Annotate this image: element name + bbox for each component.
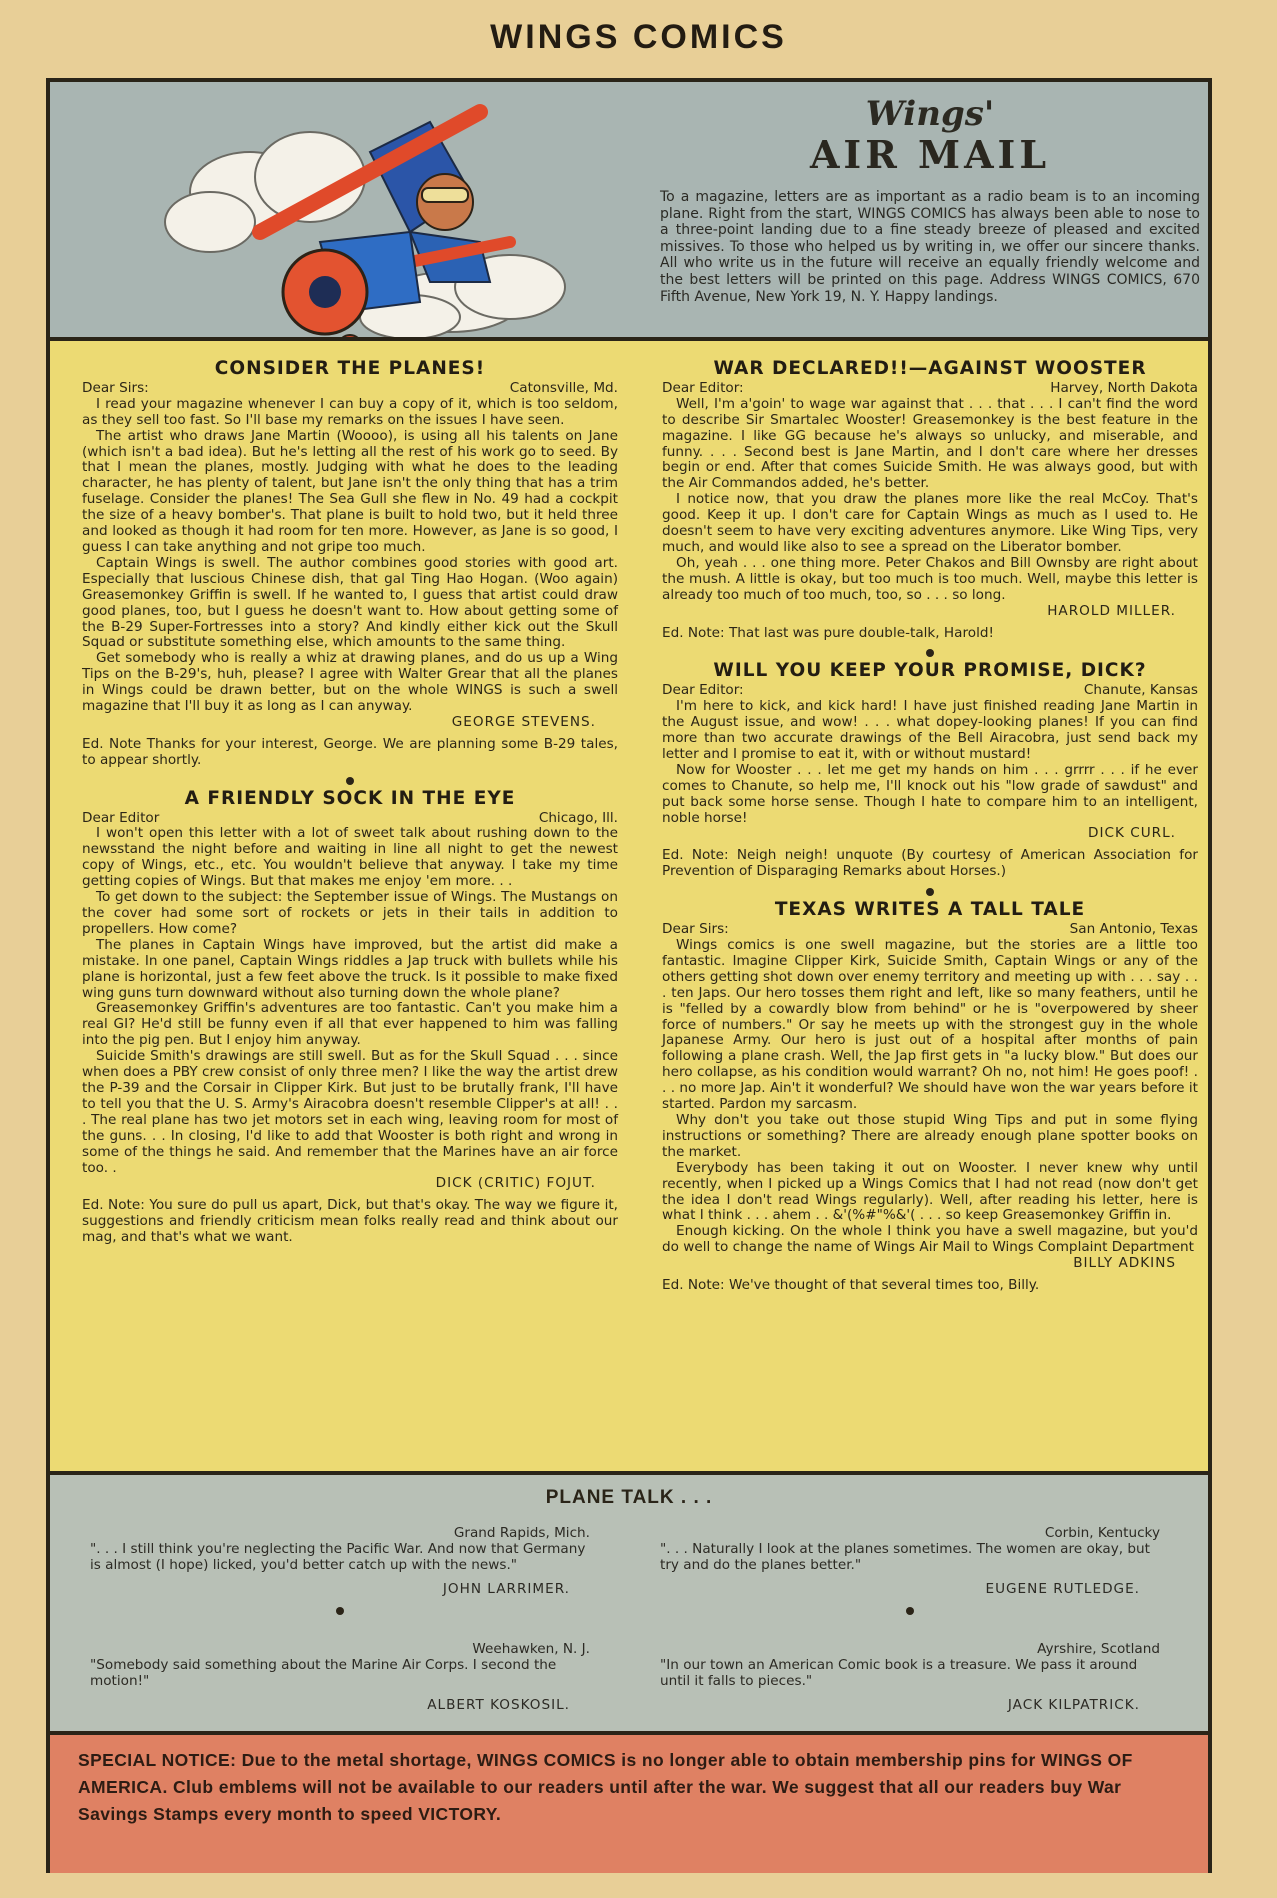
letter-body	[82, 826, 618, 1176]
letter-place: Catonsville, Md.	[509, 379, 618, 396]
letter	[82, 787, 618, 1246]
plane-talk-panel	[50, 1471, 1208, 1731]
plane-talk-signature: JOHN LARRIMER.	[442, 1581, 570, 1597]
letter-paragraph: I'm here to kick, and kick hard! I have just finished reading Jane Martin in the August issue, and wow! . . . what dopey-looking planes! If you can find more than two accurate drawings of the Bell Airacobra, just send back my letter and I promise to eat it, with or without mustard!	[662, 698, 1198, 762]
letter-paragraph: To get down to the subject: the September issue of Wings. The Mustangs on the cover had some sort of rockets or jets in their tails in addition to propellers. How come?	[82, 889, 618, 937]
letter-paragraph: I won't open this letter with a lot of sweet talk about rushing down to the newsstand the night before and waiting in line all night to get the newest copy of Wings, etc., etc. You wouldn't believe that anyway. I take my time getting copies of Wings. But that makes me enjoy 'em more. . .	[82, 825, 618, 890]
letter-body	[662, 699, 1198, 826]
letter-salutation: Dear Sirs:	[662, 921, 729, 938]
letter-paragraph: Everybody has been taking it out on Wooster. I never knew why until recently, when I picked up a Wings Comics that I had not read (now don't get the idea I don't read Wings regularly). Well, after reading his letter, here is what I think . . . ahem . . &'(%#"%&'( . . . so keep Greasemonkey Griffin in.	[662, 1159, 1198, 1224]
plane-talk-signature: EUGENE RUTLEDGE.	[985, 1581, 1140, 1597]
special-notice-text: SPECIAL NOTICE: Due to the metal shortage, WINGS COMICS is no longer able to obtain membership pins for WINGS OF AMERICA. Club emblems will not be available to our readers until after the war. We suggest that all our readers buy War Savings Stamps every month to speed VICTORY.	[78, 1750, 1133, 1824]
letter-signature: HAROLD MILLER.	[1047, 602, 1176, 619]
letter-paragraph: Oh, yeah . . . one thing more. Peter Chakos and Bill Ownsby are right about the mush. A little is okay, but too much is too much. Well, maybe this letter is already too much of too much, too, so . . . so long.	[662, 554, 1198, 603]
letter-title: WAR DECLARED!!—AGAINST WOOSTER	[713, 358, 1147, 379]
bullet-divider	[346, 777, 354, 785]
air-mail-header	[660, 94, 1200, 305]
letter-signature: DICK (CRITIC) FOJUT.	[435, 1175, 596, 1192]
letter-place: Harvey, North Dakota	[1050, 379, 1198, 396]
plane-talk-title: PLANE TALK . . .	[545, 1487, 713, 1508]
plane-talk-item	[660, 1525, 1160, 1619]
wings-heading: Wings'	[865, 94, 995, 134]
letter-body	[662, 397, 1198, 604]
letter-paragraph: Now for Wooster . . . let me get my hands on him . . . grrrr . . . if he ever comes to Chanute, so help me, I'll knock out his "low grade of sawdust" and put back some horse sense. Though I hate to compare him to an intelligent, noble horse!	[662, 761, 1198, 826]
plane-talk-item	[660, 1641, 1160, 1713]
editor-note: Ed. Note: Neigh neigh! unquote (By courtesy of American Association for Prevention of Disparaging Remarks about Horses.)	[662, 847, 1198, 880]
special-notice-panel	[50, 1731, 1208, 1873]
letter-place: Chanute, Kansas	[1083, 682, 1198, 699]
header-panel	[50, 82, 1208, 341]
letter-title: TEXAS WRITES A TALL TALE	[774, 899, 1086, 921]
letter-paragraph: Wings comics is one swell magazine, but the stories are a little too fantastic. Imagine Clipper Kirk, Suicide Smith, Captain Wings or any of the others getting shot down over enemy territory and meeting up with . . . say . . . ten Japs. Our hero tosses them right and left, like so many feathers, until he is "felled by a cowardly blow from behind" or he is "overpowered by sheer force of numbers." Or say he meets up with the strongest guy in the whole Japanese Army. Our hero is just out of a hospital after months of pain following a plane crash. Well, the Jap first gets in "a lucky blow." But does our hero collapse, as his condition would warrant? Oh no, not him! He goes poof! . . . no more Jap. Ain't it wonderful? We should have won the war years before it started. Pardon my sarcasm.	[662, 937, 1198, 1113]
letter-body	[82, 397, 618, 715]
letter-paragraph: Why don't you take out those stupid Wing Tips and put in some flying instructions or something? There are already enough plane spotter books on the market.	[662, 1111, 1198, 1160]
plane-talk-place: Grand Rapids, Mich.	[453, 1525, 590, 1541]
bullet-divider	[906, 1607, 914, 1615]
letter-paragraph: Get somebody who is really a whiz at drawing planes, and do us up a Wing Tips on the B-29's, huh, please? I agree with Walter Grear that all the planes in Wings could be drawn better, but on the whole WINGS is such a swell magazine that I'll buy it as long as I can anyway.	[82, 650, 618, 715]
plane-talk-text: "In our town an American Comic book is a treasure. We pass it around until it falls to pieces."	[660, 1657, 1138, 1689]
letter-paragraph: Enough kicking. On the whole I think you have a swell magazine, but you'd do well to change the name of Wings Air Mail to Wings Complaint Department	[662, 1223, 1198, 1256]
letter	[662, 899, 1198, 1294]
air-mail-heading: AIR MAIL	[809, 132, 1051, 177]
letter-title: WILL YOU KEEP YOUR PROMISE, DICK?	[713, 660, 1147, 682]
plane-talk-text: "Somebody said something about the Marine Air Corps. I second the motion!"	[90, 1657, 557, 1689]
letter-paragraph: The planes in Captain Wings have improved, but the artist did make a mistake. In one panel, Captain Wings riddles a Jap truck with bullets while his plane is horizontal, just a few feet above the truck. Is it possible to make fixed wing guns turn downward without also turning down the whole plane?	[82, 936, 618, 1001]
page-frame	[46, 78, 1212, 1873]
intro-text: To a magazine, letters are as important as a radio beam is to an incoming plane. Right from the start, WINGS COMICS has always been able to nose to a three-point landing due to a fine steady breeze of pleased and excited missives. To those who helped us by writing in, we offer our sincere thanks. All who write us in the future will receive an equally friendly welcome and the best letters will be printed on this page. Address WINGS COMICS, 670 Fifth Avenue, New York 19, N. Y. Happy landings.	[660, 189, 1200, 305]
letter-signature: DICK CURL.	[1088, 825, 1176, 842]
plane-talk-text: ". . . Naturally I look at the planes sometimes. The women are okay, but try and do the planes better."	[660, 1541, 1150, 1573]
plane-talk-item	[90, 1641, 590, 1713]
letter	[82, 358, 618, 769]
letters-panel	[50, 341, 1208, 1471]
bullet-divider	[336, 1607, 344, 1615]
letter-paragraph: The artist who draws Jane Martin (Woooo), is using all his talents on Jane (which isn't a bad idea). But he's letting all the rest of his work go to seed. By that I mean the planes, mostly. Judging with what he does to the leading character, he has plenty of talent, but Jane isn't the only thing that has a trim fuselage. Consider the planes! The Sea Gull she flew in No. 49 had a cockpit the size of a heavy bomber's. That plane is built to hold two, but it held three and looked as though it had room for ten more. However, as Jane is so good, I guess I can take anything and not gripe too much.	[82, 427, 618, 555]
plane-talk-signature: JACK KILPATRICK.	[1007, 1697, 1140, 1713]
bullet-divider	[926, 649, 934, 657]
letter-paragraph: Captain Wings is swell. The author combines good stories with good art. Especially that luscious Chinese dish, that gal Ting Hao Hogan. (Woo again) Greasemonkey Griffin is swell. If he wanted to, I guess that artist could draw good planes, too, but I guess he doesn't want to. How about getting some of the B-29 Super-Fortresses into a story? And kindly either kick out the Skull Squad or substitute something else, which amounts to the same thing.	[82, 554, 618, 651]
letter-place: Chicago, Ill.	[538, 809, 618, 826]
page-title: WINGS COMICS	[490, 18, 787, 56]
letter-salutation: Dear Editor:	[662, 379, 744, 396]
letter-paragraph: Greasemonkey Griffin's adventures are too fantastic. Can't you make him a real GI? He'd still be funny even if all that ever happened to him was falling into the pig pen. But I enjoy him anyway.	[82, 1000, 618, 1049]
letter-signature: BILLY ADKINS	[1073, 1255, 1176, 1272]
letter	[662, 660, 1198, 880]
plane-talk-place: Ayrshire, Scotland	[1037, 1641, 1160, 1657]
plane-talk-item	[90, 1525, 590, 1619]
plane-talk-place: Weehawken, N. J.	[472, 1641, 590, 1657]
plane-talk-signature: ALBERT KOSKOSIL.	[427, 1697, 570, 1713]
plane-talk-place: Corbin, Kentucky	[1044, 1525, 1160, 1541]
letter-place: San Antonio, Texas	[1069, 921, 1198, 938]
letter-paragraph: I read your magazine whenever I can buy a copy of it, which is too seldom, as they sell too fast. So I'll base my remarks on the issues I have seen.	[82, 395, 618, 428]
bullet-divider	[926, 888, 934, 896]
letter-title: A FRIENDLY SOCK IN THE EYE	[184, 787, 516, 809]
letter-paragraph: Suicide Smith's drawings are still swell. But as for the Skull Squad . . . since when does a PBY crew consist of only three men? I like the way the artist drew the P-39 and the Corsair in Clipper Kirk. But just to be brutally frank, I'll have to tell you that the U. S. Army's Airacobra doesn't resemble Clipper's at all! . . . The real plane has two jet motors set in each wing, leaving room for most of the guns. . . In closing, I'd like to add that Wooster is both right and wrong in some of the things he said. And remember that the Marines have an air force too. .	[82, 1048, 618, 1176]
letter-salutation: Dear Sirs:	[82, 379, 149, 396]
right-column	[662, 357, 1198, 1294]
letter-title: CONSIDER THE PLANES!	[214, 358, 486, 379]
letter	[662, 358, 1198, 641]
letter-paragraph: I notice now, that you draw the planes more like the real McCoy. That's good. Keep it up. I don't care for Captain Wings as much as I used to. He doesn't seem to have very exciting adventures anymore. Like Wing Tips, very much, and would like also to see a spread on the Liberator bomber.	[662, 491, 1198, 555]
letter-salutation: Dear Editor:	[662, 682, 744, 699]
editor-note: Ed. Note: We've thought of that several times too, Billy.	[662, 1277, 1040, 1294]
left-column	[82, 357, 618, 1246]
editor-note: Ed. Note: You sure do pull us apart, Dick, but that's okay. The way we figure it, suggestions and friendly criticism mean folks really read and think about our mag, and that's what we want.	[82, 1197, 618, 1246]
editor-note: Ed. Note Thanks for your interest, George. We are planning some B-29 tales, to appear shortly.	[82, 735, 618, 768]
letter-body	[662, 938, 1198, 1256]
pilot-plane-illustration	[50, 82, 610, 337]
editor-note: Ed. Note: That last was pure double-talk, Harold!	[662, 624, 994, 641]
letter-paragraph: Well, I'm a'goin' to wage war against that . . . that . . . I can't find the word to describe Sir Smartalec Wooster! Greasemonkey is the best feature in the magazine. I like GG because he's always so unlucky, and miserable, and funny. . . . Second best is Jane Martin, and I don't care where her dresses begin or end. After that comes Suicide Smith. He was always good, but with the Air Commandos added, he's better.	[662, 395, 1198, 492]
letter-signature: GEORGE STEVENS.	[451, 713, 596, 730]
plane-talk-text: ". . . I still think you're neglecting the Pacific War. And now that Germany is almost (I hope) licked, you'd better catch up with the news."	[90, 1541, 586, 1573]
letter-salutation: Dear Editor	[82, 809, 160, 826]
